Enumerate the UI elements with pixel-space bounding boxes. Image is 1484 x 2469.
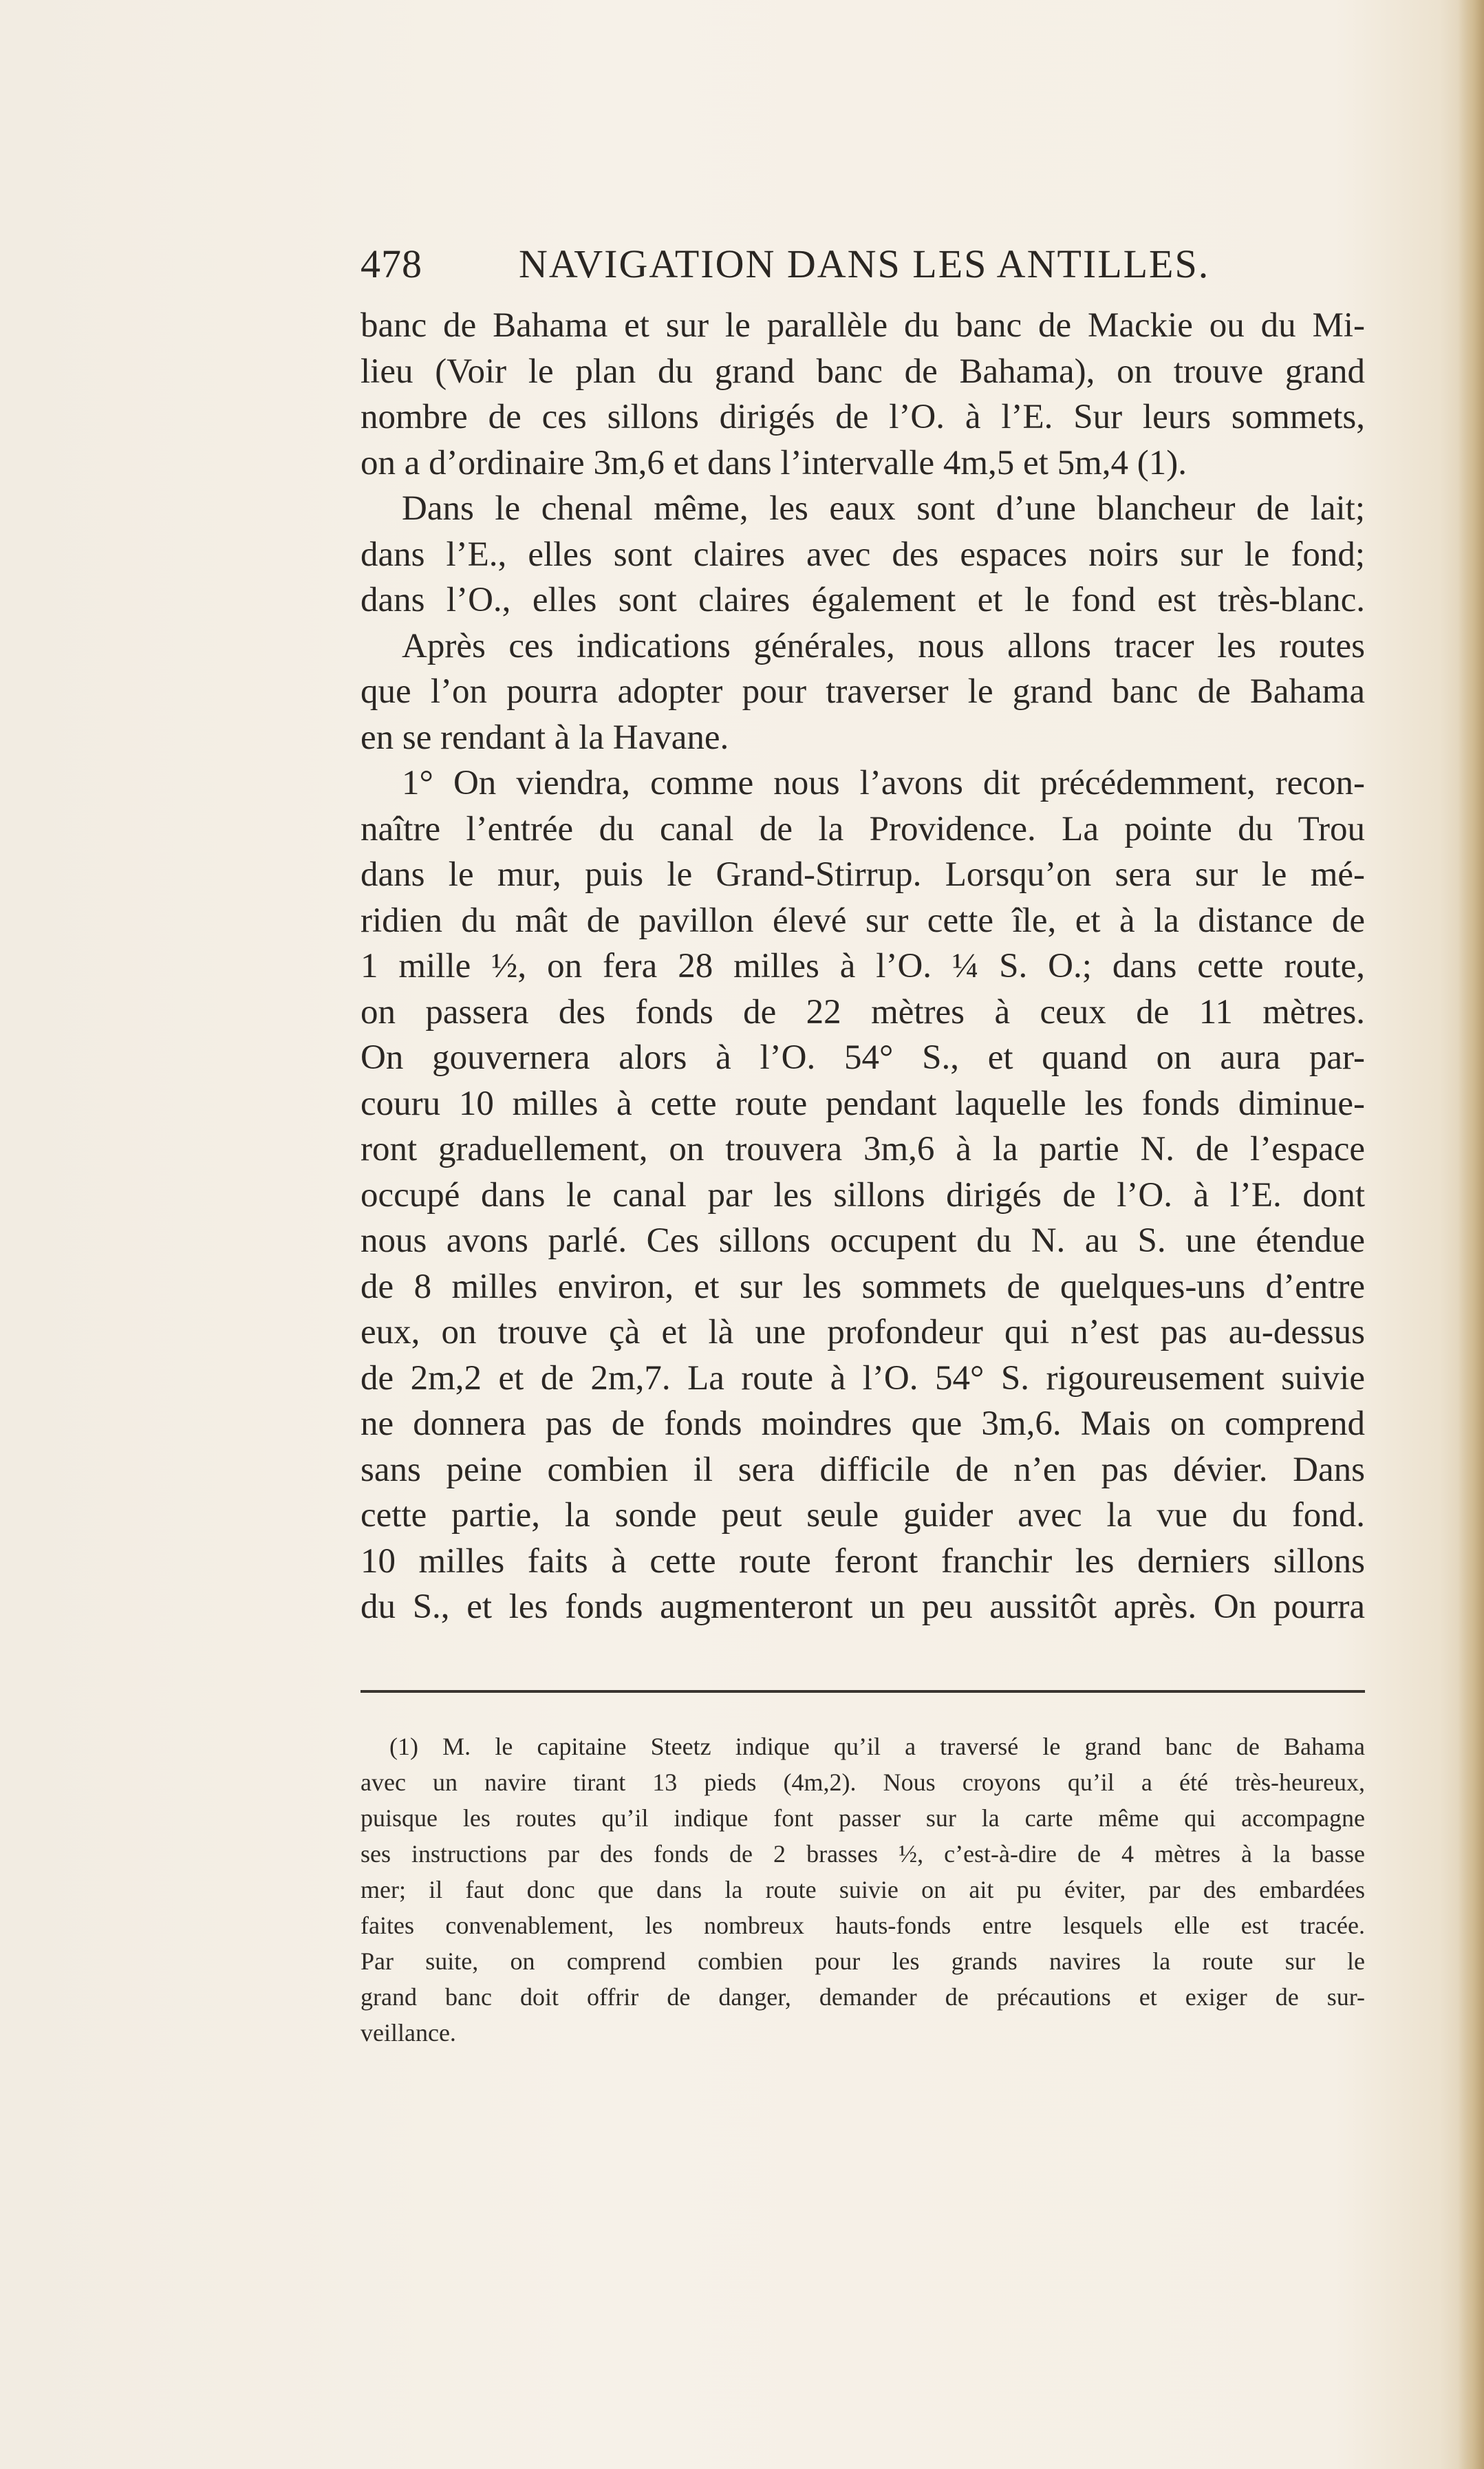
- text-line: de 8 milles environ, et sur les sommets de quelques-uns d’entre: [361, 1267, 1365, 1306]
- footnote-line: (1) M. le capitaine Steetz indique qu’il a traversé le grand banc de Bahama: [389, 1733, 1365, 1760]
- text-line: sans peine combien il sera difficile de n’en pas dévier. Dans: [361, 1450, 1365, 1489]
- text-line: On gouvernera alors à l’O. 54° S., et quand on aura par-: [361, 1038, 1365, 1077]
- page-edge-shadow: [1458, 0, 1484, 2469]
- footnote-line: Par suite, on comprend combien pour les grands navires la route sur le: [361, 1947, 1365, 1975]
- text-line: Dans le chenal même, les eaux sont d’une blancheur de lait;: [402, 489, 1365, 528]
- text-line: nous avons parlé. Ces sillons occupent du N. au S. une étendue: [361, 1221, 1365, 1260]
- footnote-line: faites convenablement, les nombreux hauts-fonds entre lesquels elle est tracée.: [361, 1912, 1365, 1939]
- text-line: eux, on trouve çà et là une profondeur qui n’est pas au-dessus: [361, 1313, 1365, 1351]
- running-header: [361, 241, 1365, 296]
- text-line: cette partie, la sonde peut seule guider avec la vue du fond.: [361, 1496, 1365, 1535]
- footnote-line: grand banc doit offrir de danger, demander de précautions et exiger de sur-: [361, 1983, 1365, 2011]
- footnote: [361, 1729, 1365, 2051]
- text-line: 10 milles faits à cette route feront franchir les derniers sillons: [361, 1541, 1365, 1581]
- text-line: que l’on pourra adopter pour traverser le grand banc de Bahama: [361, 672, 1365, 711]
- text-line: nombre de ces sillons dirigés de l’O. à l’E. Sur leurs sommets,: [361, 398, 1365, 436]
- text-line: couru 10 milles à cette route pendant laquelle les fonds diminue-: [361, 1084, 1365, 1123]
- text-line: ront graduellement, on trouvera 3m,6 à la partie N. de l’espace: [361, 1130, 1365, 1168]
- text-line: de 2m,2 et de 2m,7. La route à l’O. 54° S. rigoureusement suivie: [361, 1358, 1365, 1398]
- text-line: Après ces indications générales, nous allons tracer les routes: [402, 626, 1365, 665]
- text-line: naître l’entrée du canal de la Providence. La pointe du Trou: [361, 809, 1365, 848]
- text-line: du S., et les fonds augmenteront un peu aussitôt après. On pourra: [361, 1588, 1365, 1626]
- text-line: 1° On viendra, comme nous l’avons dit précédemment, recon-: [402, 764, 1365, 802]
- text-line: on passera des fonds de 22 mètres à ceux de 11 mètres.: [361, 992, 1365, 1032]
- text-line: on a d’ordinaire 3m,6 et dans l’intervalle 4m,5 et 5m,4 (1).: [361, 443, 1187, 482]
- main-text: [361, 303, 1365, 1630]
- footnote-line: avec un navire tirant 13 pieds (4m,2). Nous croyons qu’il a été très-heureux,: [361, 1768, 1365, 1796]
- running-title: NAVIGATION DANS LES ANTILLES.: [519, 242, 1210, 286]
- footnote-line: mer; il faut donc que dans la route suivie on ait pu éviter, par des embardées: [361, 1876, 1365, 1903]
- text-line: occupé dans le canal par les sillons dirigés de l’O. à l’E. dont: [361, 1175, 1365, 1215]
- footnote-line: veillance.: [361, 2019, 456, 2046]
- footnote-line: ses instructions par des fonds de 2 brasses ½, c’est-à-dire de 4 mètres à la basse: [361, 1840, 1365, 1868]
- footnote-line: puisque les routes qu’il indique font passer sur la carte même qui accompagne: [361, 1804, 1365, 1832]
- text-line: dans l’E., elles sont claires avec des espaces noirs sur le fond;: [361, 535, 1365, 574]
- page-number: 478: [361, 242, 422, 286]
- text-line: banc de Bahama et sur le parallèle du banc de Mackie ou du Mi-: [361, 306, 1365, 345]
- text-line: 1 mille ½, on fera 28 milles à l’O. ¼ S. O.; dans cette route,: [361, 947, 1365, 985]
- text-line: ne donnera pas de fonds moindres que 3m,6. Mais on comprend: [361, 1404, 1365, 1443]
- text-line: lieu (Voir le plan du grand banc de Bahama), on trouve grand: [361, 352, 1365, 391]
- text-line: en se rendant à la Havane.: [361, 718, 729, 757]
- text-line: dans le mur, puis le Grand-Stirrup. Lorsqu’on sera sur le mé-: [361, 855, 1365, 894]
- text-line: ridien du mât de pavillon élevé sur cette île, et à la distance de: [361, 901, 1365, 940]
- footnote-rule: [361, 1690, 1365, 1693]
- text-line: dans l’O., elles sont claires également et le fond est très-blanc.: [361, 581, 1365, 619]
